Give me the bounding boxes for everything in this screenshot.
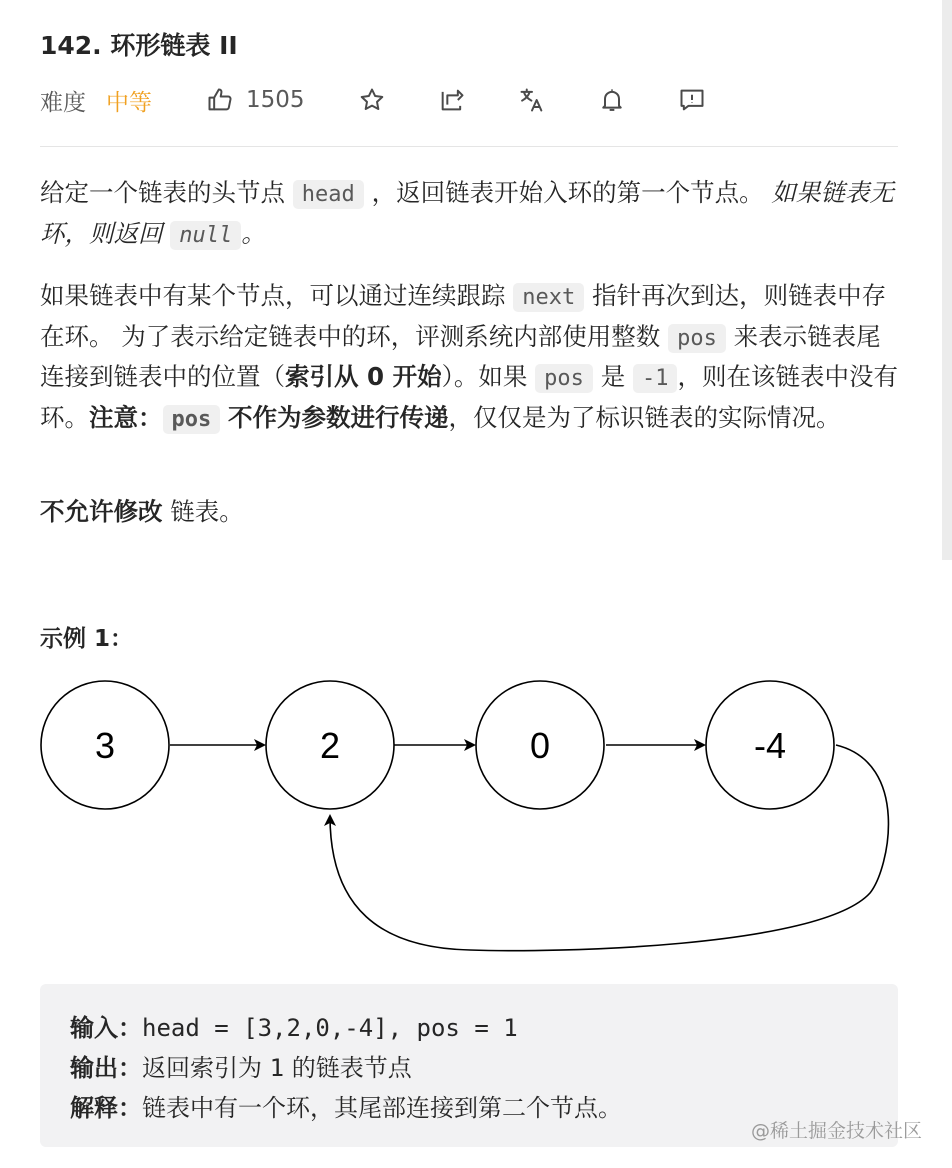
share-icon — [438, 86, 466, 114]
description-paragraph-2: 如果链表中有某个节点，可以通过连续跟踪 next 指针再次到达，则链表中存在环。 为了表示给定链表中的环，评测系统内部使用整数 pos 来表示链表尾连接到链表中的位置（索引从 0 开始）。如果 pos 是 -1 ，则在该链表中没有环。注意： pos 不作为参数进行传递，仅仅是为了标识链表的实际情况。 — [40, 281, 898, 432]
watermark: @稀土掘金技术社区 — [750, 1120, 922, 1142]
translate-button[interactable] — [518, 80, 546, 120]
translate-icon — [518, 86, 546, 114]
description-paragraph-3: 不允许修改 链表。 — [40, 497, 244, 526]
bell-icon — [598, 86, 626, 114]
star-icon — [358, 86, 386, 114]
header-divider — [40, 146, 898, 147]
inline-code-pos: pos — [163, 405, 221, 434]
inline-code-pos: pos — [668, 324, 726, 353]
list-node — [706, 681, 834, 809]
inline-code-pos: pos — [535, 364, 593, 393]
list-node — [266, 681, 394, 809]
subscribe-button[interactable] — [598, 80, 626, 120]
node-value: 0 — [529, 725, 551, 766]
feedback-button[interactable] — [678, 80, 706, 120]
node-value: 3 — [94, 725, 116, 766]
description-paragraph-1: 给定一个链表的头节点 head ，返回链表开始入环的第一个节点。 如果链表无环，则返回 null 。 — [40, 178, 894, 248]
node-value: 2 — [319, 725, 341, 766]
difficulty — [40, 80, 152, 120]
share-button[interactable] — [438, 80, 466, 120]
inline-code-null: null — [170, 221, 241, 250]
inline-code-head: head — [293, 180, 364, 209]
thumbs-up-icon — [206, 86, 234, 114]
problem-title: 142. 环形链表 II — [40, 31, 238, 60]
difficulty-label: 难度 — [40, 89, 86, 116]
list-node — [476, 681, 604, 809]
favorite-button[interactable] — [358, 80, 386, 120]
node-value: -4 — [753, 725, 787, 766]
inline-code-minus-one: -1 — [633, 364, 678, 393]
example-output: 输出：返回索引为 1 的链表节点 — [70, 1054, 412, 1082]
example-explanation: 解释：链表中有一个环，其尾部连接到第二个节点。 — [70, 1094, 622, 1122]
linked-list-diagram — [30, 668, 910, 968]
inline-code-next: next — [513, 283, 584, 312]
list-node — [41, 681, 169, 809]
difficulty-value: 中等 — [106, 89, 152, 116]
example-input: 输入：head = [3,2,0,-4], pos = 1 — [70, 1014, 518, 1042]
problem-meta-bar — [40, 80, 920, 120]
scrollbar[interactable] — [942, 0, 952, 560]
like-button[interactable] — [206, 80, 305, 120]
feedback-icon — [678, 86, 706, 114]
example-title: 示例 1： — [40, 626, 134, 652]
like-count: 1505 — [246, 87, 305, 113]
